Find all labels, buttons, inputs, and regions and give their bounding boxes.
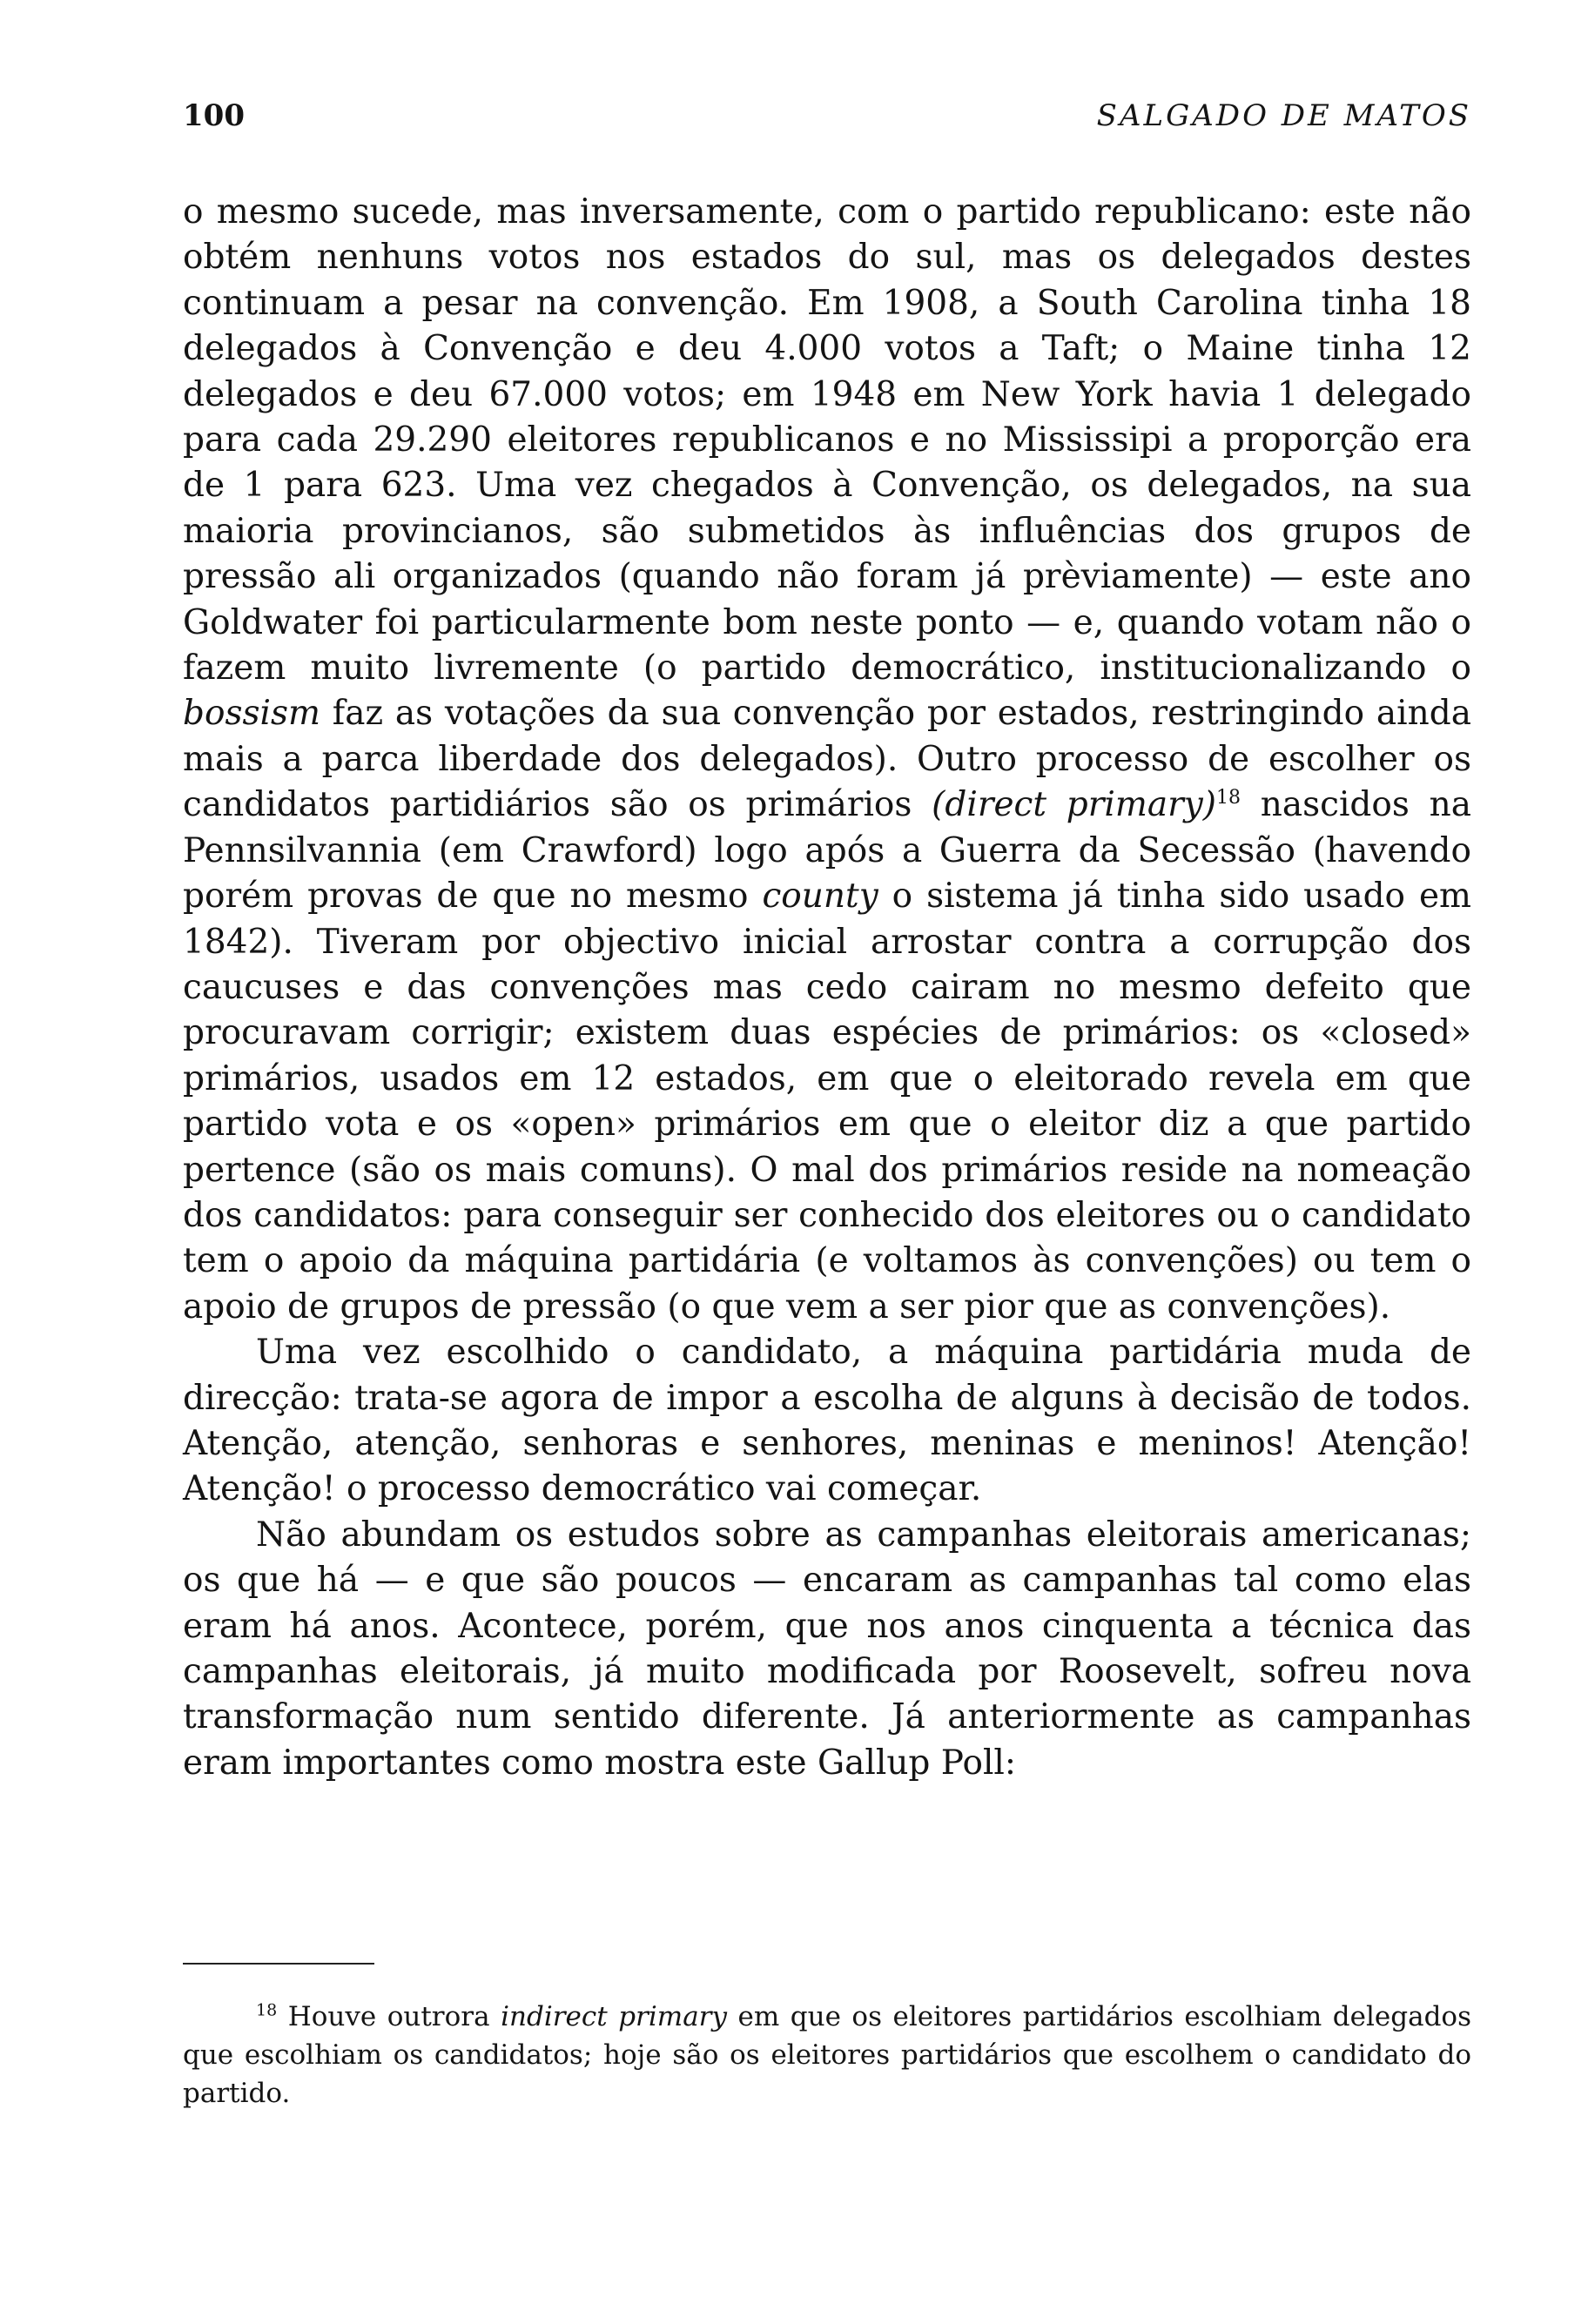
term-county: county (762, 877, 878, 917)
running-title: SALGADO DE MATOS (1096, 98, 1471, 133)
paragraph-1-text-a: o mesmo sucede, mas inversamente, com o partido republicano: este não obtém nenhuns votos nos estados do sul, mas os delegados destes continuam a pesar na convenção. Em 1908, a South Carolina tinha 18 delegados à Convenção e deu 4.000 votos a Taft; o Maine tinha 12 delegados e deu 67.000 votos; em 1948 em New York havia 1 delegado para cada 29.290 eleitores republicanos e no Mississipi a proporção era de 1 para 623. Uma vez chegados à Convenção, os delegados, na sua maioria provincianos, são submetidos às influências dos grupos de pressão ali organizados (quando não foram já prèviamente) — este ano Goldwater foi particularmente bom neste ponto — e, quando votam não o fazem muito livremente (o partido democrático, institucionalizando o (183, 192, 1471, 688)
footnote-text-b: em que os eleitores partidários escolhiam delegados que escolhiam os candidatos; hoje são os eleitores partidários que escolhem o candidato do partido. (183, 2001, 1471, 2109)
page-number: 100 (183, 98, 245, 133)
footnote-text (183, 1998, 1471, 2112)
term-bossism: bossism (183, 694, 320, 734)
body-text (183, 190, 1471, 1786)
footnote-text-a: Houve outrora (277, 2001, 501, 2032)
term-direct-primary: (direct primary) (932, 785, 1216, 825)
running-head (183, 94, 1471, 138)
paragraph-3: Não abundam os estudos sobre as campanhas eleitorais americanas; os que há — e que são poucos — encaram as campanhas tal como elas eram há anos. Acontece, porém, que nos anos cinquenta a técnica das campanhas eleitorais, já muito modificada por Roosevelt, sofreu nova transformação num sentido diferente. Já anteriormente as campanhas eram importantes como mostra este Gallup Poll: (183, 1515, 1471, 1783)
footnote (183, 1998, 1471, 2112)
footnote-number: 18 (256, 2000, 278, 2020)
paragraph-1-text-d: o sistema já tinha sido usado em 1842). Tiveram por objectivo inicial arrostar contra a corrupção dos caucuses e das convenções mas cedo cairam no mesmo defeito que procuravam corrigir; existem duas espécies de primários: os «closed» primários, usados em 12 estados, em que o eleitorado revela em que partido vota e os «open» primários em que o eleitor diz a que partido pertence (são os mais comuns). O mal dos primários reside na nomeação dos candidatos: para conseguir ser conhecido dos eleitores ou o candidato tem o apoio da máquina partidária (e voltamos às convenções) ou tem o apoio de grupos de pressão (o que vem a ser pior que as convenções). (183, 877, 1472, 1327)
paragraph-1 (183, 190, 1471, 1330)
paragraph-2: Uma vez escolhido o candidato, a máquina partidária muda de direcção: trata-se agora de impor a escolha de alguns à decisão de todos. Atenção, atenção, senhoras e senhores, meninas e meninos! Atenção! Atenção! o processo democrático vai começar. (183, 1333, 1471, 1509)
paragraph-1-text-c: nascidos na Pennsilvannia (em Crawford) logo após a Guerra da Secessão (havendo porém provas de que no mesmo (183, 785, 1471, 917)
footnote-divider (183, 1963, 374, 1965)
footnote-reference: 18 (1216, 787, 1241, 809)
paragraph-1-text-b: faz as votações da sua convenção por estados, restringindo ainda mais a parca liberdade dos delegados). Outro processo de escolher os candidatos partidiários são os primários (183, 694, 1471, 825)
term-indirect-primary: indirect primary (501, 2001, 728, 2032)
